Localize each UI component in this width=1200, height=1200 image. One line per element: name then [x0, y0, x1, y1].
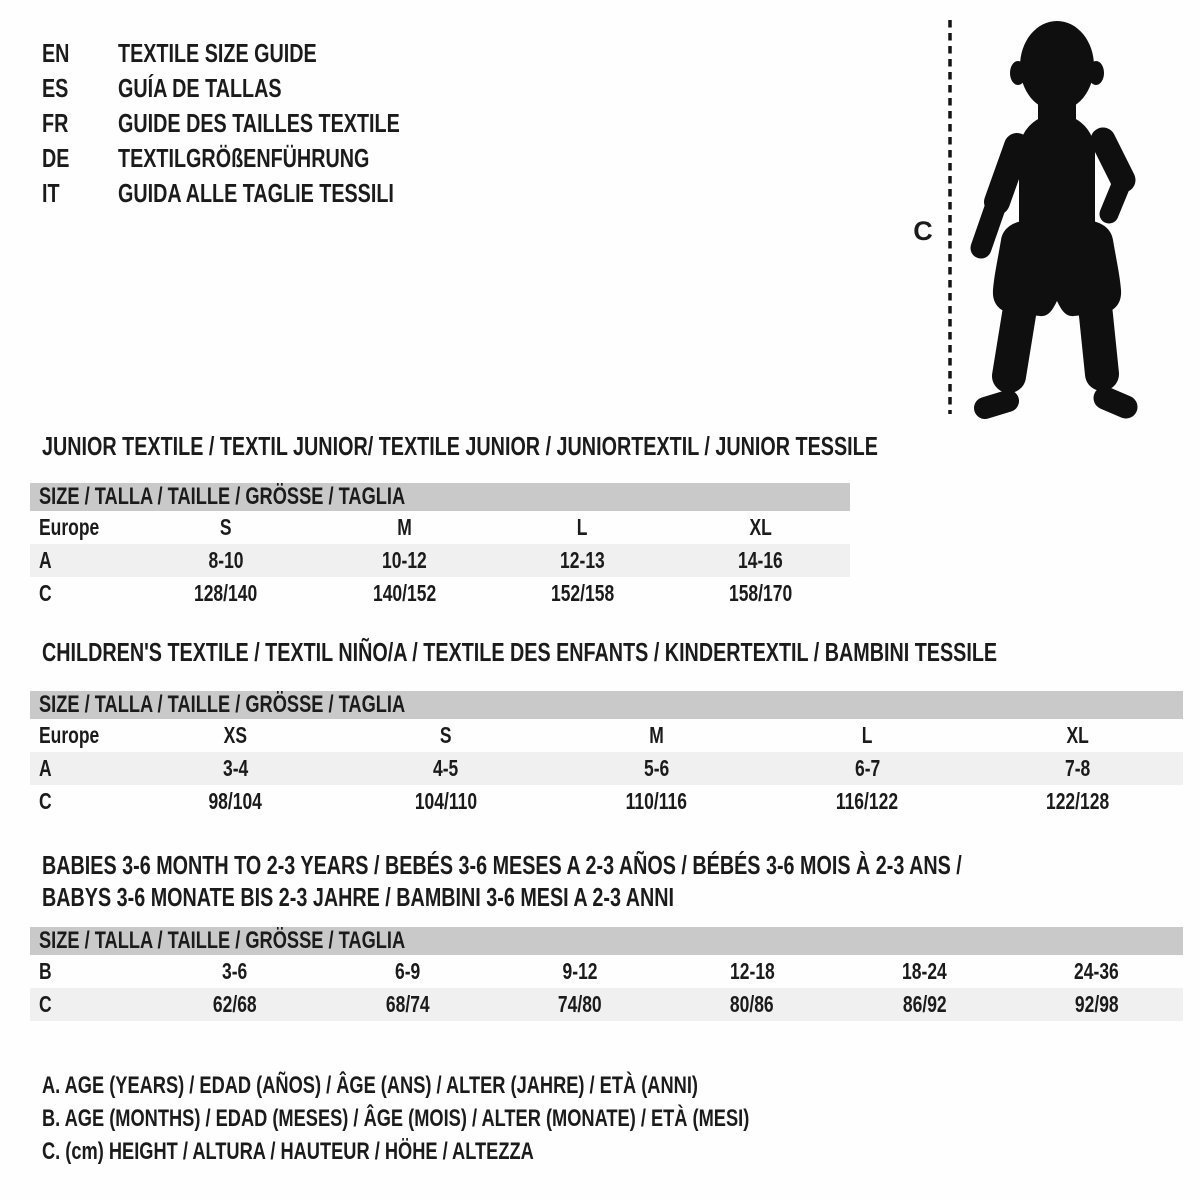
cell-text: 68/74: [385, 991, 430, 1017]
language-title: GUIDE DES TAILLES TEXTILE: [118, 108, 400, 138]
row-label-cell: [30, 785, 130, 818]
value-cell: [494, 955, 666, 988]
value-cell: [130, 785, 341, 818]
value-cell: [762, 719, 973, 752]
table-header-row: [30, 927, 1183, 955]
cell-text: 74/80: [557, 991, 602, 1017]
value-cell: [672, 577, 850, 610]
cell-text: 122/128: [1046, 788, 1110, 814]
value-cell: [672, 544, 850, 577]
table-row: [30, 511, 850, 544]
language-code: EN: [42, 38, 70, 68]
table-row: [30, 719, 1183, 752]
value-cell: [666, 955, 838, 988]
value-cell: [551, 752, 762, 785]
children-section-title: [42, 638, 1200, 666]
value-cell: [493, 577, 671, 610]
language-code: IT: [42, 178, 60, 208]
section-title-text: CHILDREN'S TEXTILE / TEXTIL NIÑO/A / TEXTILE DES ENFANTS / KINDERTEXTIL / BAMBINI TESSILE: [42, 637, 998, 667]
language-title-list: [42, 36, 489, 211]
cell-text: 24-36: [1074, 958, 1120, 984]
table-row: [30, 544, 850, 577]
row-label-cell: [30, 544, 137, 577]
language-code: FR: [42, 108, 69, 138]
cell-text: XL: [749, 514, 772, 540]
cell-text: 10-12: [381, 547, 427, 573]
cell-text: XL: [1066, 722, 1089, 748]
section-title-text: BABIES 3-6 MONTH TO 2-3 YEARS / BEBÉS 3-6 MESES A 2-3 AÑOS / BÉBÉS 3-6 MOIS À 2-3 ANS /: [42, 850, 962, 880]
value-cell: [315, 577, 493, 610]
cell-text: 140/152: [372, 580, 436, 606]
language-title: TEXTILGRÖßENFÜHRUNG: [118, 143, 370, 173]
value-cell: [137, 544, 315, 577]
cell-text: 128/140: [194, 580, 258, 606]
junior-section-title: [42, 432, 1142, 460]
table-header-row: [30, 483, 850, 511]
language-title: GUÍA DE TALLAS: [118, 73, 282, 103]
legend-line-age-months: B. AGE (MONTHS) / EDAD (MESES) / ÂGE (MOIS) / ALTER (MONATE) / ETÀ (MESI): [42, 1105, 750, 1132]
row-label-cell: [30, 511, 137, 544]
value-cell: [137, 577, 315, 610]
table-header-bar: [30, 483, 850, 511]
cell-text: 4-5: [433, 755, 459, 781]
value-cell: [972, 719, 1183, 752]
value-cell: [762, 752, 973, 785]
cell-text: L: [861, 722, 873, 748]
children-size-table: [30, 691, 1183, 818]
cell-text: M: [396, 514, 412, 540]
cell-text: 5-6: [643, 755, 670, 781]
value-cell: [1011, 955, 1183, 988]
value-cell: [341, 719, 552, 752]
row-label-cell: [30, 719, 130, 752]
cell-text: C: [39, 991, 52, 1017]
table-header-text: SIZE / TALLA / TAILLE / GRÖSSE / TAGLIA: [39, 691, 406, 718]
value-cell: [551, 785, 762, 818]
cell-text: A: [39, 755, 52, 781]
cell-text: Europe: [39, 514, 100, 540]
value-cell: [149, 988, 321, 1021]
table-row: [30, 577, 850, 610]
value-cell: [551, 719, 762, 752]
value-cell: [315, 511, 493, 544]
language-row: [42, 106, 489, 141]
cell-text: Europe: [39, 722, 100, 748]
table-header-text: SIZE / TALLA / TAILLE / GRÖSSE / TAGLIA: [39, 927, 406, 954]
value-cell: [972, 752, 1183, 785]
value-cell: [1011, 988, 1183, 1021]
cell-text: S: [219, 514, 232, 540]
cell-text: 7-8: [1065, 755, 1091, 781]
section-title-text: BABYS 3-6 MONATE BIS 2-3 JAHRE / BAMBINI 3-6 MESI A 2-3 ANNI: [42, 882, 675, 912]
cell-text: 86/92: [902, 991, 947, 1017]
cell-text: 104/110: [414, 788, 478, 814]
cell-text: 158/170: [729, 580, 793, 606]
value-cell: [341, 785, 552, 818]
cell-text: L: [577, 514, 588, 540]
language-title: TEXTILE SIZE GUIDE: [118, 38, 317, 68]
legend-line-height-cm: C. (cm) HEIGHT / ALTURA / HAUTEUR / HÖHE / ALTEZZA: [42, 1138, 534, 1165]
babies-size-table: [30, 927, 1183, 1021]
table-row: [30, 988, 1183, 1021]
value-cell: [493, 511, 671, 544]
cell-text: 3-4: [222, 755, 249, 781]
cell-text: XS: [223, 722, 248, 748]
value-cell: [130, 719, 341, 752]
cell-text: 92/98: [1074, 991, 1119, 1017]
value-cell: [341, 752, 552, 785]
table-row: [30, 752, 1183, 785]
row-label-cell: [30, 577, 137, 610]
height-marker-label: C: [913, 216, 933, 246]
cell-text: 110/116: [625, 788, 688, 814]
language-code: ES: [42, 73, 69, 103]
row-label-cell: [30, 988, 149, 1021]
legend-line-age-years: A. AGE (YEARS) / EDAD (AÑOS) / ÂGE (ANS) / ALTER (JAHRE) / ETÀ (ANNI): [42, 1072, 698, 1099]
value-cell: [972, 785, 1183, 818]
value-cell: [137, 511, 315, 544]
value-cell: [149, 955, 321, 988]
cell-text: 116/122: [836, 788, 899, 814]
value-cell: [493, 544, 671, 577]
cell-text: 6-7: [854, 755, 880, 781]
language-row: [42, 141, 489, 176]
language-row: [42, 36, 489, 71]
cell-text: 8-10: [208, 547, 244, 573]
cell-text: S: [440, 722, 452, 748]
cell-text: A: [39, 547, 52, 573]
value-cell: [762, 785, 973, 818]
row-label-cell: [30, 752, 130, 785]
cell-text: 12-13: [560, 547, 605, 573]
value-cell: [494, 988, 666, 1021]
table-row: [30, 785, 1183, 818]
table-header-bar: [30, 927, 1183, 955]
cell-text: C: [39, 580, 52, 606]
cell-text: 98/104: [208, 788, 263, 814]
value-cell: [838, 988, 1010, 1021]
height-dashed-line: [946, 18, 954, 416]
cell-text: B: [39, 958, 52, 984]
language-title: GUIDA ALLE TAGLIE TESSILI: [118, 178, 394, 208]
cell-text: 9-12: [562, 958, 598, 984]
cell-text: 12-18: [729, 958, 775, 984]
cell-text: 80/86: [730, 991, 774, 1017]
language-row: [42, 71, 489, 106]
value-cell: [315, 544, 493, 577]
value-cell: [321, 955, 493, 988]
table-header-text: SIZE / TALLA / TAILLE / GRÖSSE / TAGLIA: [39, 483, 406, 510]
value-cell: [321, 988, 493, 1021]
cell-text: M: [649, 722, 664, 748]
value-cell: [838, 955, 1010, 988]
language-row: [42, 176, 489, 211]
cell-text: 6-9: [394, 958, 420, 984]
table-header-bar: [30, 691, 1183, 719]
cell-text: C: [39, 788, 52, 814]
cell-text: 18-24: [902, 958, 947, 984]
cell-text: 3-6: [222, 958, 248, 984]
language-code: DE: [42, 143, 70, 173]
value-cell: [130, 752, 341, 785]
table-row: [30, 955, 1183, 988]
cell-text: 14-16: [738, 547, 784, 573]
toddler-silhouette: [955, 14, 1155, 424]
babies-section-title: [42, 849, 1200, 913]
value-cell: [666, 988, 838, 1021]
section-title-text: JUNIOR TEXTILE / TEXTIL JUNIOR/ TEXTILE JUNIOR / JUNIORTEXTIL / JUNIOR TESSILE: [42, 431, 878, 461]
legend: [42, 1069, 973, 1168]
cell-text: 62/68: [213, 991, 257, 1017]
cell-text: 152/158: [550, 580, 615, 606]
table-header-row: [30, 691, 1183, 719]
junior-size-table: [30, 483, 850, 610]
row-label-cell: [30, 955, 149, 988]
value-cell: [672, 511, 850, 544]
